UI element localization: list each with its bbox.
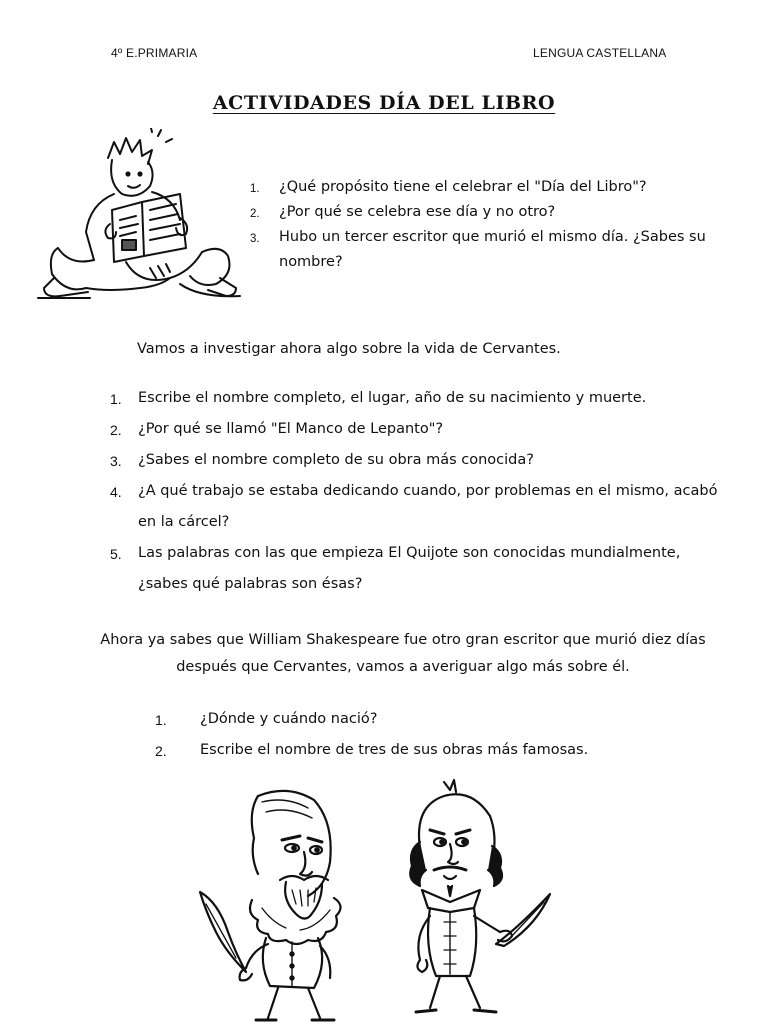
item-number: 2.	[110, 422, 122, 438]
item-number: 3.	[250, 233, 260, 245]
boy-reading-book-icon	[30, 128, 248, 303]
book-day-questions	[250, 175, 720, 275]
header-subject: LENGUA CASTELLANA	[533, 46, 667, 60]
list-item	[155, 735, 715, 766]
cervantes-intro: Vamos a investigar ahora algo sobre la vida de Cervantes.	[137, 341, 561, 357]
question-text: ¿Por qué se llamó "El Manco de Lepanto"?	[138, 421, 444, 437]
question-text: ¿A qué trabajo se estaba dedicando cuando, por problemas en el mismo, acabó en la cárcel?	[138, 483, 718, 530]
list-item	[110, 538, 730, 600]
cervantes-caricature-icon	[196, 782, 346, 1024]
item-number: 3.	[110, 453, 122, 469]
item-number: 2.	[250, 208, 260, 220]
question-text: ¿Sabes el nombre completo de su obra más conocida?	[138, 452, 534, 468]
question-text: Hubo un tercer escritor que murió el mismo día. ¿Sabes su nombre?	[279, 229, 706, 270]
list-item	[250, 175, 720, 200]
list-item	[250, 225, 720, 275]
list-item	[155, 704, 715, 735]
list-item	[110, 383, 730, 414]
question-text: ¿Qué propósito tiene el celebrar el "Día del Libro"?	[279, 179, 647, 195]
item-number: 1.	[155, 712, 167, 728]
item-number: 4.	[110, 484, 122, 500]
list-item	[110, 445, 730, 476]
list-item	[110, 476, 730, 538]
question-text: Las palabras con las que empieza El Quijote son conocidas mundialmente, ¿sabes qué palabras son ésas?	[138, 545, 681, 592]
shakespeare-intro: Ahora ya sabes que William Shakespeare fue otro gran escritor que murió diez días después que Cervantes, vamos a averiguar algo más sobre él.	[100, 632, 706, 675]
item-number: 2.	[155, 743, 167, 759]
page-title: ACTIVIDADES DÍA DEL LIBRO	[212, 92, 556, 114]
list-item	[110, 414, 730, 445]
shakespeare-caricature-icon	[400, 776, 560, 1024]
item-number: 5.	[110, 546, 122, 562]
item-number: 1.	[250, 183, 260, 195]
item-number: 1.	[110, 391, 122, 407]
question-text: ¿Dónde y cuándo nació?	[200, 711, 378, 727]
shakespeare-questions	[155, 704, 715, 766]
cervantes-questions	[110, 383, 730, 600]
question-text: ¿Por qué se celebra ese día y no otro?	[279, 204, 556, 220]
header-course: 4º E.PRIMARIA	[111, 46, 198, 60]
list-item	[250, 200, 720, 225]
question-text: Escribe el nombre completo, el lugar, año de su nacimiento y muerte.	[138, 390, 647, 406]
question-text: Escribe el nombre de tres de sus obras más famosas.	[200, 742, 589, 758]
